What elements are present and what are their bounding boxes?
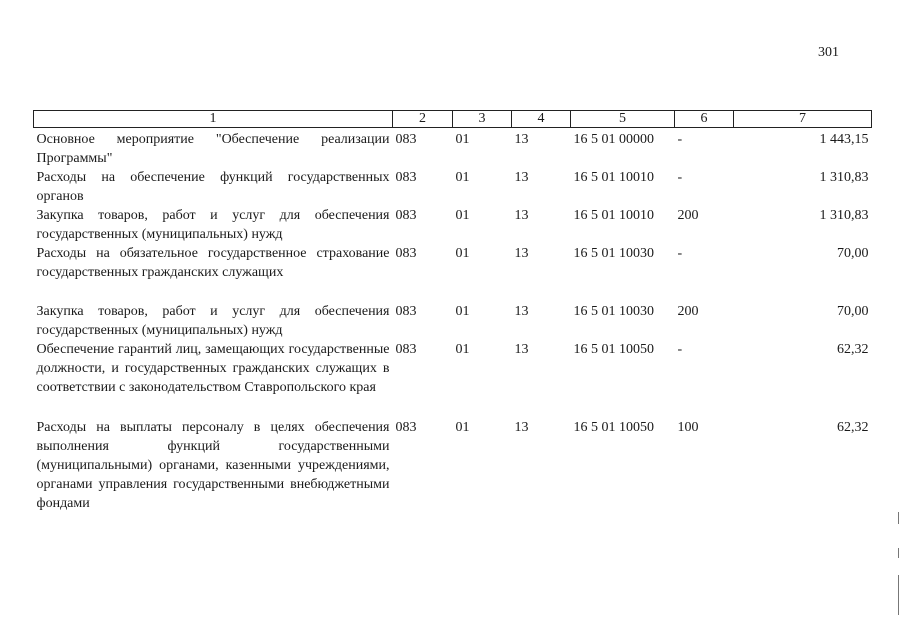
row-section-code: 01 [455,132,470,147]
row-ved-code: 083 [395,342,417,357]
page-number: 301 [818,45,839,60]
table-row [34,168,872,206]
row-target-code: 16 5 01 10030 [573,246,654,261]
row-target-code: 16 5 01 10050 [573,420,654,435]
column-header-7: 7 [734,111,872,128]
row-description: Расходы на обязательное государственное страхование государственных гражданских служащих [36,246,390,280]
row-expense-type: 200 [677,304,699,319]
row-amount: 1 443,15 [819,132,869,147]
row-section-code: 01 [455,208,470,223]
row-target-code: 16 5 01 00000 [573,132,654,147]
scan-edge-mark [898,548,899,558]
row-description: Основное мероприятие "Обеспечение реализации Программы" [36,132,390,166]
row-ved-code: 083 [395,208,417,223]
row-section-code: 01 [455,342,470,357]
scan-edge-mark [898,512,899,524]
row-subsection-code: 13 [514,304,529,319]
row-amount: 70,00 [837,246,869,261]
row-subsection-code: 13 [514,420,529,435]
row-ved-code: 083 [395,246,417,261]
row-expense-type: - [677,246,683,261]
row-target-code: 16 5 01 10010 [573,170,654,185]
row-section-code: 01 [455,170,470,185]
row-section-code: 01 [455,246,470,261]
row-target-code: 16 5 01 10050 [573,342,654,357]
row-subsection-code: 13 [514,170,529,185]
header-row [34,111,872,128]
table-row [34,128,872,169]
table-row [34,244,872,302]
budget-table [33,110,872,513]
row-description: Расходы на выплаты персоналу в целях обеспечения выполнения функций государственными (муниципальными) органами, казенными учреждениями, органами управления государственными внебюджетными фондами [36,420,390,511]
row-subsection-code: 13 [514,132,529,147]
column-header-6: 6 [675,111,734,128]
row-expense-type: 200 [677,208,699,223]
column-header-2: 2 [393,111,453,128]
row-amount: 62,32 [837,420,869,435]
row-section-code: 01 [455,420,470,435]
row-expense-type: 100 [677,420,699,435]
row-description: Обеспечение гарантий лиц, замещающих государственные должности, и государственных гражданских служащих в соответствии с законодательством Ставропольского края [36,342,390,395]
column-header-4: 4 [512,111,571,128]
row-amount: 1 310,83 [819,170,869,185]
row-subsection-code: 13 [514,208,529,223]
row-ved-code: 083 [395,304,417,319]
row-section-code: 01 [455,304,470,319]
row-ved-code: 083 [395,170,417,185]
row-expense-type: - [677,132,683,147]
scan-edge-mark [898,575,899,615]
table-row [34,206,872,244]
column-header-1: 1 [34,111,393,128]
row-subsection-code: 13 [514,246,529,261]
row-description: Закупка товаров, работ и услуг для обеспечения государственных (муниципальных) нужд [36,304,390,338]
row-ved-code: 083 [395,132,417,147]
row-amount: 1 310,83 [819,208,869,223]
row-description: Расходы на обеспечение функций государственных органов [36,170,390,204]
row-ved-code: 083 [395,420,417,435]
row-amount: 62,32 [837,342,869,357]
row-subsection-code: 13 [514,342,529,357]
row-description: Закупка товаров, работ и услуг для обеспечения государственных (муниципальных) нужд [36,208,390,242]
row-target-code: 16 5 01 10010 [573,208,654,223]
row-expense-type: - [677,170,683,185]
row-amount: 70,00 [837,304,869,319]
table-row [34,418,872,513]
table-row [34,302,872,340]
row-target-code: 16 5 01 10030 [573,304,654,319]
table-row [34,340,872,418]
row-expense-type: - [677,342,683,357]
column-header-5: 5 [571,111,675,128]
column-header-3: 3 [453,111,512,128]
